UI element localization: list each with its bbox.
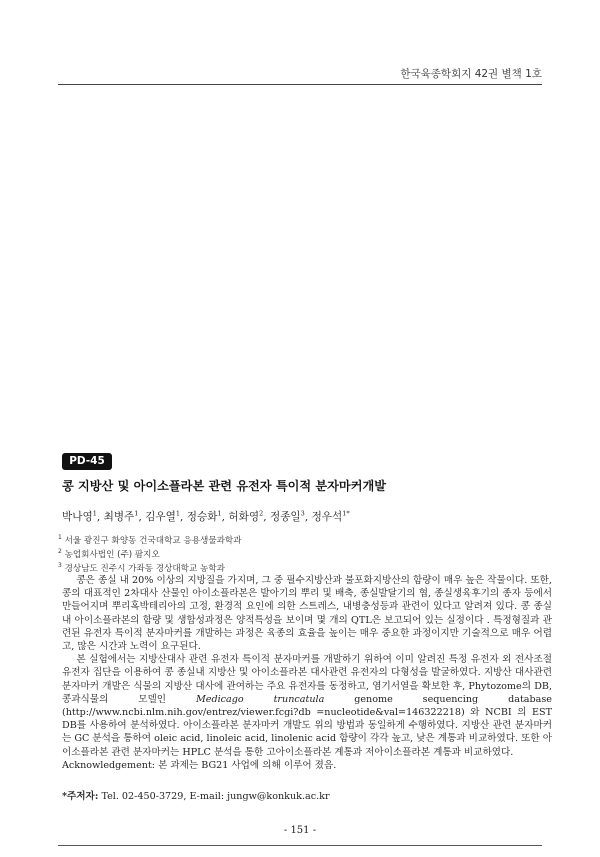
author: 김우열$^1$ [145,509,181,523]
page-number: - 151 - [283,825,317,836]
species-name: Medicago truncatula [195,693,325,705]
affiliation: $^1$ 서울 광진구 화양동 건국대학교 응용생물과학과 [58,534,242,546]
acknowledgement: Acknowledgement: 본 과제는 BG21 사업에 의해 이루어 졌음. [62,759,337,771]
author: 허화영$^2$ [228,509,264,523]
affiliations [58,531,558,573]
affiliation: $^3$ 경상남도 진주시 가좌동 경상대학교 농학과 [58,562,225,574]
corresponding-author: *주저자: Tel. 02-450-3729, E-mail: jungw@konkuk.ac.kr [62,791,330,802]
abstract-paragraph: 콩은 종실 내 20% 이상의 지방질을 가지며, 그 중 필수지방산과 불포화지방산의 함량이 매우 높은 작물이다. 또한, 콩의 대표적인 2차대사 산물인 아이소플라본은 발아기의 뿌리 및 배축, 종실발달기의 협, 종실생육후기의 종자 등에서 만들어지며 뿌리혹박테리아의 고정, 환경적 요인에 의한 스트레스, 내병충성등과 관련이 있다고 알려져 있다. 콩 종실내 아이소플라본의 함량 및 생합성과정은 양적특성을 보이며 몇 개의 QTL은 보고되어 있는 실정이다 . 특정형질과 관련된 유전자 특이적 분자마커를 개발하는 과정은 육종의 효율을 높이는 매우 중요한 과정이지만 기술적으로 매우 어렵고, 많은 시간과 노력이 요구된다. [62,575,552,653]
author: 정종일$^3$ [269,509,305,523]
journal-header: 한국육종학회지 42권 별책 1호 [400,68,542,80]
header-rule [58,84,542,85]
footer-rule [58,845,542,846]
poster-id-badge: PD-45 [62,453,112,470]
author: 박나영$^1$ [62,509,97,523]
abstract-body [62,574,552,772]
abstract-paragraph: 본 실험에서는 지방산대사 관련 유전자 특이적 분자마커를 개발하기 위하여 이미 알려진 특정 유전자 외 전사조절유전자 집단을 이용하여 콩 종실내 지방산 및 아이소플라본 대사관련 유전자의 다형성을 발굴하였다. 지방산 대사관련 분자마커 개발은 식물의 지방산 대사에 관여하는 주요 유전자를 동정하고, 염기서열을 확보한 후, Phytozome의 DB, 콩과식물의 모델인 Medicago truncatula genome sequencing database (http://www.ncbi.nlm.nih.gov/entrez/viewer.fcgi?db =nucleotide&val=146322218) 와 NCBI 의 EST DB를 사용하여 분석하였다. 아이소플라본 분자마커 개발도 위의 방법과 동일하게 수행하였다. 지방산 관련 분자마커는 GC 분석을 통하여 oleic acid, linoleic acid, linolenic acid 함량이 각각 높고, 낮은 계통과 비교하였다. 또한 아이소플라본 관련 분자마커는 HPLC 분석을 통한 고아이소플라본 계통과 저아이소플라본 계통과 비교하였다. [62,654,552,758]
author: 정우석$^{1*}$ [311,509,350,523]
affiliation: $^2$ 농업회사법인 (주) 팜지오 [58,548,160,560]
paper-title: 콩 지방산 및 아이소플라본 관련 유전자 특이적 분자마커개발 [62,479,387,493]
author: 최병주$^1$ [103,509,139,523]
author: 정승화$^1$ [186,509,222,523]
author-list: 박나영$^1$, 최병주$^1$, 김우열$^1$, 정승화$^1$, 허화영$^2$, 정종일$^3$, 정우석$^{1*}$ [62,509,350,523]
